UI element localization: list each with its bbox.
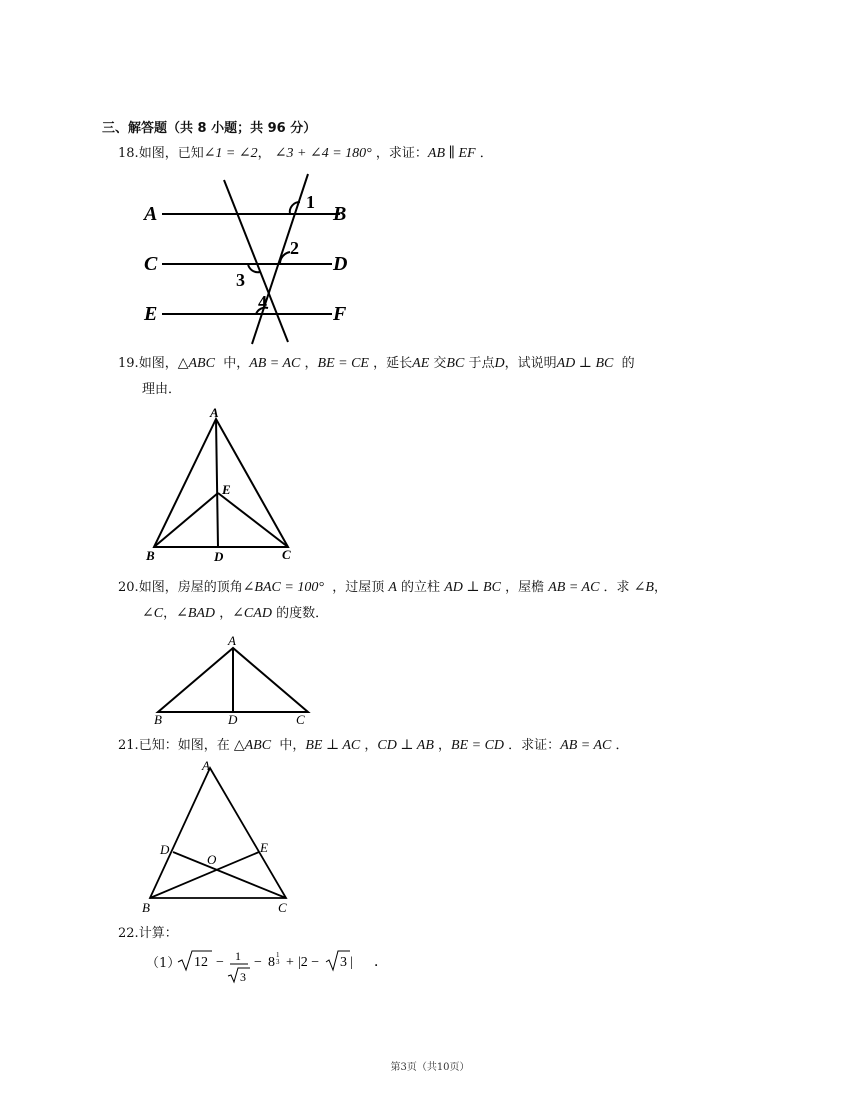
- figure-q18: [140, 172, 370, 350]
- question-number: 21.: [118, 738, 139, 753]
- label-a: A: [228, 633, 236, 648]
- q19-math: AB = AC: [249, 356, 301, 371]
- abs-close: |: [350, 955, 353, 970]
- exponent-numerator: 1: [276, 951, 280, 959]
- q20-text: ．求: [603, 580, 630, 595]
- q19-math: △ABC: [177, 356, 215, 371]
- q18-sep: ，: [257, 146, 271, 161]
- q21-math: BE = CD: [451, 738, 505, 753]
- q19-math: AD ⊥ BC: [556, 356, 614, 371]
- q19-text: ，试说明: [504, 356, 557, 371]
- q19-text: 于点: [468, 356, 495, 371]
- label-f: F: [333, 303, 347, 325]
- minus-sign: −: [254, 955, 262, 970]
- label-d: D: [333, 253, 348, 275]
- sqrt-sign: [228, 968, 250, 982]
- q18-text: 如图，已知: [138, 146, 204, 161]
- q20-math: A: [388, 580, 397, 595]
- q20-text: 如图，房屋的顶角: [138, 580, 243, 595]
- q19-text: 中，: [223, 356, 250, 371]
- q19-math: BE = CE: [317, 356, 369, 371]
- question-18-text: [118, 144, 493, 164]
- question-number: 20.: [118, 580, 139, 595]
- segment-cd: [173, 852, 286, 898]
- segment-be: [150, 852, 259, 898]
- fraction-denominator: 3: [240, 970, 246, 984]
- q18-math-sum: ∠3 + ∠4 = 180°: [274, 146, 372, 161]
- q21-text: ．求证：: [508, 738, 561, 753]
- q22-title: 计算：: [138, 926, 178, 941]
- q20-math: ∠C: [142, 606, 164, 621]
- q20-text: ，: [163, 606, 177, 621]
- label-c: C: [144, 253, 158, 275]
- segment-be: [154, 493, 218, 547]
- q20-text: ，过屋顶: [332, 580, 385, 595]
- label-e: E: [144, 303, 158, 325]
- q18-prove-text: ，求证：: [375, 146, 428, 161]
- label-a: A: [210, 405, 219, 420]
- radicand-3: 3: [340, 955, 347, 970]
- label-d: D: [228, 712, 238, 727]
- label-e: E: [222, 482, 231, 497]
- end-mark: ．: [374, 955, 388, 970]
- q19-text: ，延长: [373, 356, 413, 371]
- q20-math: ∠CAD: [232, 606, 272, 621]
- q19-text: 的: [621, 356, 635, 371]
- fraction-numerator: 1: [235, 949, 241, 963]
- q19-math: BC: [446, 356, 465, 371]
- section-title: 三、解答题（共 8 小题；共 96 分）: [102, 121, 317, 136]
- label-o: O: [207, 852, 217, 867]
- label-b: B: [333, 203, 347, 225]
- question-19-text: [118, 354, 635, 374]
- q21-text: 中，: [279, 738, 306, 753]
- label-b: B: [142, 900, 150, 915]
- q20-math: ∠BAD: [176, 606, 216, 621]
- label-b: B: [154, 712, 162, 727]
- q20-text: ，屋檐: [505, 580, 545, 595]
- plus-sign: +: [286, 955, 294, 970]
- q21-text: 已知：如图，在: [138, 738, 230, 753]
- page-footer: 第3页（共10页）: [390, 1062, 470, 1073]
- label-a: A: [202, 758, 210, 773]
- base-8: 8: [268, 955, 275, 970]
- label-d: D: [160, 842, 170, 857]
- label-c: C: [278, 900, 287, 915]
- q19-text: ，: [304, 356, 318, 371]
- q20-math: AB = AC: [548, 580, 600, 595]
- part-label: （1）: [146, 956, 181, 971]
- q22-expression: [176, 946, 386, 986]
- figure-q21: [138, 758, 308, 918]
- angle-4-label: 4: [258, 292, 267, 312]
- angle-1-label: 1: [306, 192, 315, 212]
- triangle-abc: [154, 419, 288, 547]
- figure-q19: [140, 405, 310, 567]
- q21-text: ．: [615, 738, 629, 753]
- label-a: A: [144, 203, 158, 225]
- q18-math-parallel: AB ∥ EF: [427, 146, 476, 161]
- question-19-line2: 理由．: [142, 382, 182, 397]
- q20-text: ，: [654, 580, 668, 595]
- q21-math: BE ⊥ AC: [305, 738, 361, 753]
- question-number: 19.: [118, 356, 139, 371]
- label-d: D: [214, 549, 224, 564]
- abs-open: |2 −: [298, 955, 320, 970]
- q21-math: CD ⊥ AB: [377, 738, 434, 753]
- q20-text: ，: [219, 606, 233, 621]
- q20-math: ∠BAC = 100°: [242, 580, 324, 595]
- q20-text: 的度数．: [276, 606, 329, 621]
- label-c: C: [296, 712, 305, 727]
- label-b: B: [146, 548, 155, 563]
- q19-text: 如图，: [138, 356, 178, 371]
- q19-text: 交: [433, 356, 447, 371]
- radicand-12: 12: [194, 955, 208, 970]
- question-number: 18.: [118, 146, 139, 161]
- q18-end: ．: [479, 146, 493, 161]
- label-c: C: [282, 547, 291, 562]
- question-number: 22.: [118, 926, 139, 941]
- q20-math: ∠B: [633, 580, 654, 595]
- q19-math: D: [494, 356, 505, 371]
- exponent-denominator: 3: [276, 958, 280, 966]
- angle-2-label: 2: [290, 238, 299, 258]
- q20-text: 的立柱: [401, 580, 441, 595]
- angle-3-label: 3: [236, 270, 245, 290]
- q21-text: ，: [364, 738, 378, 753]
- q21-math: △ABC: [233, 738, 272, 753]
- question-22-text: [118, 924, 178, 944]
- triangle-abc: [150, 768, 286, 898]
- q20-math: AD ⊥ BC: [444, 580, 501, 595]
- q21-text: ，: [438, 738, 452, 753]
- figure-q20: [148, 632, 338, 726]
- question-21-text: [118, 736, 629, 756]
- segment-ce: [218, 493, 288, 547]
- q21-math: AB = AC: [560, 738, 612, 753]
- q19-math: AE: [412, 356, 430, 371]
- label-e: E: [260, 840, 268, 855]
- q18-math-angle-eq: ∠1 = ∠2: [203, 146, 258, 161]
- question-20-text: [118, 578, 667, 598]
- minus-sign: −: [216, 955, 224, 970]
- segment-ad: [216, 419, 218, 547]
- question-20-line2: [142, 604, 328, 624]
